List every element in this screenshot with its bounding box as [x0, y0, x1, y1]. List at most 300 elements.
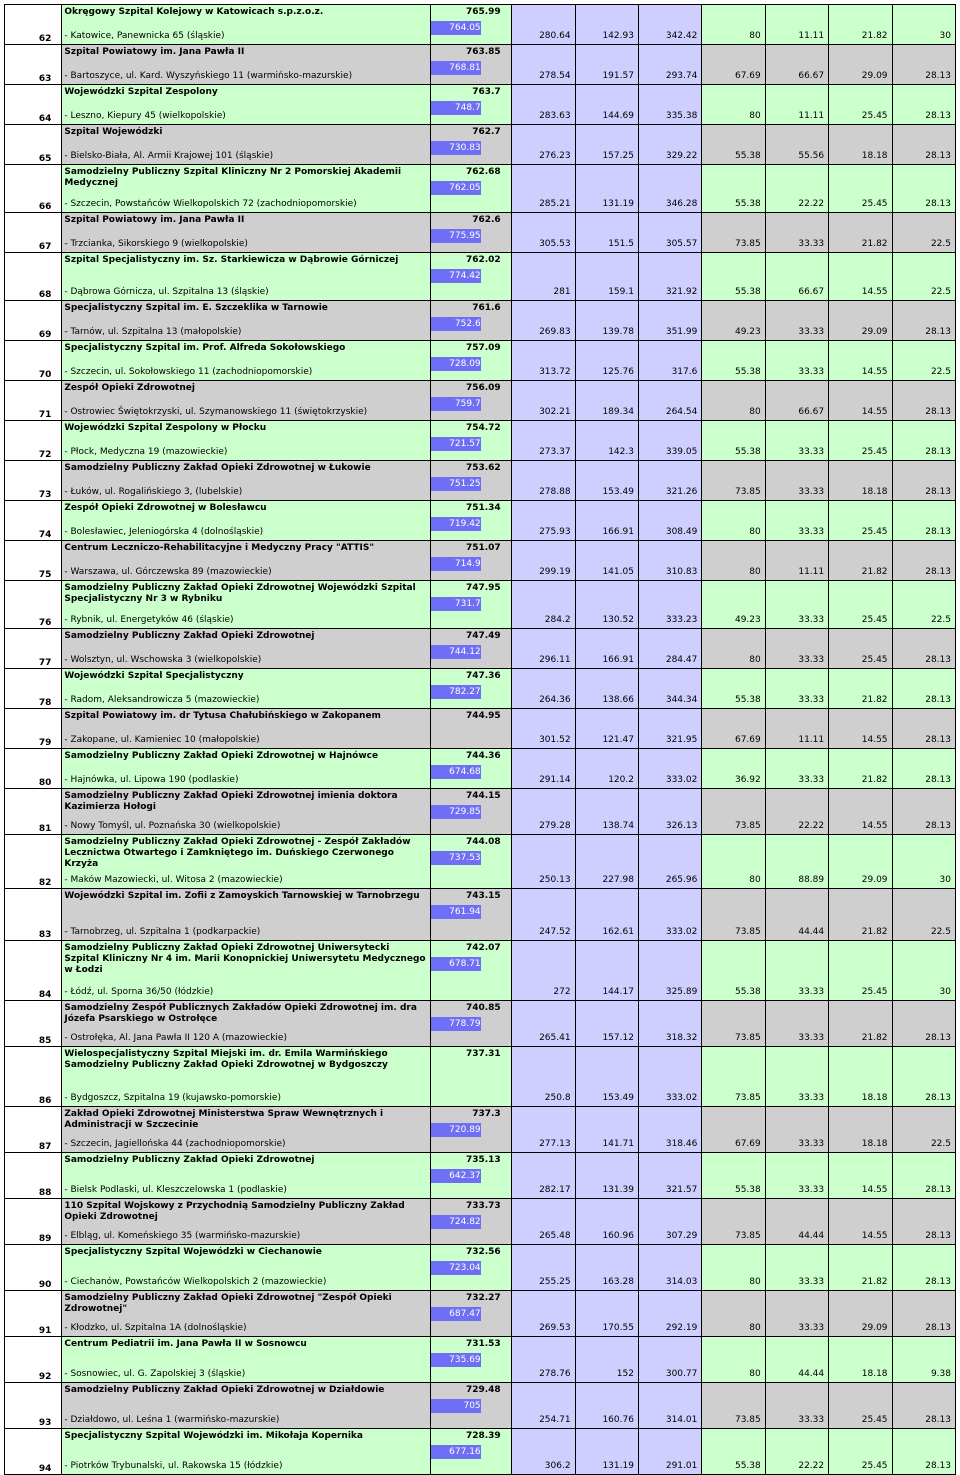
hospital-address: - Maków Mazowiecki, ul. Witosa 2 (mazowieckie)	[64, 875, 283, 885]
metric-cell-6: 18.18	[829, 1107, 892, 1153]
metric-cell-3: 291.01	[638, 1429, 701, 1475]
table-row	[5, 1291, 956, 1337]
rank-cell: 85	[5, 1001, 62, 1047]
score-current: 740.85	[465, 1003, 501, 1013]
metric-cell-1: 272	[512, 941, 575, 1001]
metric-cell-3: 344.34	[638, 669, 701, 709]
hospital-address: - Katowice, Panewnicka 65 (śląskie)	[64, 31, 225, 41]
metric-cell-1: 269.83	[512, 301, 575, 341]
table-row	[5, 501, 956, 541]
metric-cell-5: 33.33	[765, 1107, 828, 1153]
score-cell	[430, 1429, 512, 1475]
metric-cell-7: 28.13	[892, 301, 955, 341]
rank-cell: 93	[5, 1383, 62, 1429]
hospital-cell	[62, 1337, 430, 1383]
hospital-name: Samodzielny Publiczny Zakład Opieki Zdrowotnej imienia doktora Kazimierza Hołogi	[64, 791, 398, 812]
metric-cell-5: 33.33	[765, 749, 828, 789]
metric-cell-5: 44.44	[765, 1337, 828, 1383]
hospital-name: Samodzielny Publiczny Zakład Opieki Zdrowotnej	[64, 1155, 315, 1165]
hospital-name: Wielospecjalistyczny Szpital Miejski im. dr. Emila Warmińskiego Samodzielny Publiczny Zakład Opieki Zdrowotnej w Bydgoszczy	[64, 1049, 388, 1070]
score-previous: 751.25	[431, 477, 481, 491]
table-row	[5, 1199, 956, 1245]
metric-cell-6: 18.18	[829, 1337, 892, 1383]
metric-cell-7: 9.38	[892, 1337, 955, 1383]
score-current: 754.72	[465, 423, 501, 433]
metric-cell-5: 33.33	[765, 501, 828, 541]
score-cell	[430, 1153, 512, 1199]
metric-cell-1: 284.2	[512, 581, 575, 629]
table-row	[5, 629, 956, 669]
score-previous: 642.37	[431, 1169, 481, 1183]
metric-cell-2: 189.34	[575, 381, 638, 421]
score-current: 744.15	[465, 791, 501, 801]
hospital-name: Specjalistyczny Szpital Wojewódzki im. Mikołaja Kopernika	[64, 1431, 363, 1441]
metric-cell-3: 346.28	[638, 165, 701, 213]
score-previous: 752.6	[431, 317, 481, 331]
score-cell	[430, 1337, 512, 1383]
score-current: 761.6	[472, 303, 501, 313]
metric-cell-5: 33.33	[765, 1001, 828, 1047]
rank-cell: 70	[5, 341, 62, 381]
metric-cell-5: 44.44	[765, 889, 828, 941]
metric-cell-2: 191.57	[575, 45, 638, 85]
score-previous: 674.68	[431, 765, 481, 779]
metric-cell-7: 22.5	[892, 889, 955, 941]
rank-cell: 87	[5, 1107, 62, 1153]
table-row	[5, 1001, 956, 1047]
rank-cell: 64	[5, 85, 62, 125]
table-row	[5, 1429, 956, 1475]
hospital-cell	[62, 789, 430, 835]
metric-cell-4: 80	[702, 501, 765, 541]
score-previous: 737.53	[431, 851, 481, 865]
score-cell	[430, 1291, 512, 1337]
rank-cell: 74	[5, 501, 62, 541]
metric-cell-4: 36.92	[702, 749, 765, 789]
score-previous: 723.04	[431, 1261, 481, 1275]
hospital-address: - Trzcianka, Sikorskiego 9 (wielkopolskie)	[64, 239, 248, 249]
table-row	[5, 45, 956, 85]
hospital-cell	[62, 461, 430, 501]
table-row	[5, 461, 956, 501]
metric-cell-5: 22.22	[765, 165, 828, 213]
score-previous: 775.95	[431, 229, 481, 243]
hospital-address: - Bolesławiec, Jeleniogórska 4 (dolnośląskie)	[64, 527, 264, 537]
metric-cell-7: 28.13	[892, 461, 955, 501]
score-current: 744.36	[465, 751, 501, 761]
table-row	[5, 1107, 956, 1153]
metric-cell-4: 73.85	[702, 889, 765, 941]
table-row	[5, 381, 956, 421]
score-current: 744.95	[465, 711, 501, 721]
metric-cell-6: 21.82	[829, 889, 892, 941]
metric-cell-3: 307.29	[638, 1199, 701, 1245]
metric-cell-3: 318.32	[638, 1001, 701, 1047]
score-current: 735.13	[465, 1155, 501, 1165]
metric-cell-4: 80	[702, 1291, 765, 1337]
score-current: 763.85	[465, 47, 501, 57]
metric-cell-3: 308.49	[638, 501, 701, 541]
metric-cell-6: 18.18	[829, 125, 892, 165]
metric-cell-7: 28.13	[892, 1383, 955, 1429]
metric-cell-3: 335.38	[638, 85, 701, 125]
metric-cell-2: 160.96	[575, 1199, 638, 1245]
metric-cell-6: 29.09	[829, 835, 892, 889]
metric-cell-4: 55.38	[702, 1153, 765, 1199]
score-cell	[430, 1047, 512, 1107]
metric-cell-3: 264.54	[638, 381, 701, 421]
hospital-address: - Radom, Aleksandrowicza 5 (mazowieckie)	[64, 695, 260, 705]
hospital-cell	[62, 581, 430, 629]
hospital-address: - Szczecin, Jagiellońska 44 (zachodniopomorskie)	[64, 1139, 286, 1149]
score-cell	[430, 749, 512, 789]
metric-cell-1: 285.21	[512, 165, 575, 213]
metric-cell-7: 28.13	[892, 125, 955, 165]
rank-cell: 69	[5, 301, 62, 341]
metric-cell-6: 29.09	[829, 1291, 892, 1337]
score-cell	[430, 301, 512, 341]
metric-cell-4: 55.38	[702, 253, 765, 301]
metric-cell-4: 55.38	[702, 421, 765, 461]
metric-cell-5: 88.89	[765, 835, 828, 889]
metric-cell-7: 28.13	[892, 1199, 955, 1245]
metric-cell-7: 28.13	[892, 789, 955, 835]
score-previous: 762.05	[431, 181, 481, 195]
metric-cell-2: 159.1	[575, 253, 638, 301]
table-row	[5, 835, 956, 889]
score-current: 737.31	[465, 1049, 501, 1059]
score-previous: 768.81	[431, 61, 481, 75]
hospital-cell	[62, 889, 430, 941]
metric-cell-7: 22.5	[892, 1107, 955, 1153]
metric-cell-4: 67.69	[702, 709, 765, 749]
metric-cell-7: 28.13	[892, 501, 955, 541]
metric-cell-6: 25.45	[829, 629, 892, 669]
metric-cell-5: 33.33	[765, 669, 828, 709]
metric-cell-5: 33.33	[765, 341, 828, 381]
metric-cell-5: 44.44	[765, 1199, 828, 1245]
rank-cell: 65	[5, 125, 62, 165]
hospital-cell	[62, 165, 430, 213]
table-row	[5, 213, 956, 253]
hospital-cell	[62, 1047, 430, 1107]
metric-cell-7: 28.13	[892, 165, 955, 213]
score-cell	[430, 85, 512, 125]
metric-cell-3: 265.96	[638, 835, 701, 889]
metric-cell-1: 250.13	[512, 835, 575, 889]
table-row	[5, 1245, 956, 1291]
rank-cell: 82	[5, 835, 62, 889]
score-current: 762.7	[472, 127, 501, 137]
metric-cell-1: 264.36	[512, 669, 575, 709]
hospital-name: Samodzielny Publiczny Zakład Opieki Zdrowotnej w Hajnówce	[64, 751, 379, 761]
score-previous: 728.09	[431, 357, 481, 371]
hospital-name: Zespół Opieki Zdrowotnej	[64, 383, 195, 393]
metric-cell-4: 73.85	[702, 1001, 765, 1047]
metric-cell-6: 25.45	[829, 581, 892, 629]
hospital-cell	[62, 1153, 430, 1199]
hospital-address: - Sosnowiec, ul. G. Zapolskiej 3 (śląskie)	[64, 1369, 246, 1379]
metric-cell-1: 255.25	[512, 1245, 575, 1291]
rank-cell: 62	[5, 5, 62, 45]
score-previous: 730.83	[431, 141, 481, 155]
metric-cell-1: 278.54	[512, 45, 575, 85]
metric-cell-2: 144.69	[575, 85, 638, 125]
metric-cell-5: 55.56	[765, 125, 828, 165]
metric-cell-5: 33.33	[765, 421, 828, 461]
metric-cell-3: 326.13	[638, 789, 701, 835]
rank-cell: 77	[5, 629, 62, 669]
metric-cell-5: 22.22	[765, 789, 828, 835]
metric-cell-5: 11.11	[765, 85, 828, 125]
hospital-cell	[62, 1291, 430, 1337]
metric-cell-5: 33.33	[765, 941, 828, 1001]
metric-cell-4: 80	[702, 1337, 765, 1383]
hospital-address: - Bielsko-Biała, Al. Armii Krajowej 101 (śląskie)	[64, 151, 274, 161]
metric-cell-4: 80	[702, 1245, 765, 1291]
metric-cell-3: 314.01	[638, 1383, 701, 1429]
table-row	[5, 1153, 956, 1199]
table-row	[5, 165, 956, 213]
hospital-address: - Piotrków Trybunalski, ul. Rakowska 15 (łódzkie)	[64, 1461, 283, 1471]
hospital-name: Centrum Leczniczo-Rehabilitacyjne i Medyczny Pracy "ATTIS"	[64, 543, 375, 553]
hospital-name: Wojewódzki Szpital Specjalistyczny	[64, 671, 244, 681]
metric-cell-6: 14.55	[829, 1199, 892, 1245]
metric-cell-3: 292.19	[638, 1291, 701, 1337]
metric-cell-3: 329.22	[638, 125, 701, 165]
metric-cell-7: 28.13	[892, 85, 955, 125]
hospital-name: Centrum Pediatrii im. Jana Pawła II w Sosnowcu	[64, 1339, 307, 1349]
metric-cell-1: 296.11	[512, 629, 575, 669]
score-cell	[430, 941, 512, 1001]
metric-cell-1: 299.19	[512, 541, 575, 581]
hospital-cell	[62, 749, 430, 789]
metric-cell-7: 28.13	[892, 629, 955, 669]
metric-cell-7: 28.13	[892, 1291, 955, 1337]
metric-cell-1: 283.63	[512, 85, 575, 125]
metric-cell-6: 25.45	[829, 165, 892, 213]
metric-cell-7: 30	[892, 835, 955, 889]
table-row	[5, 749, 956, 789]
metric-cell-2: 138.66	[575, 669, 638, 709]
metric-cell-4: 73.85	[702, 789, 765, 835]
metric-cell-1: 291.14	[512, 749, 575, 789]
score-cell	[430, 629, 512, 669]
metric-cell-7: 28.13	[892, 1429, 955, 1475]
metric-cell-7: 28.13	[892, 541, 955, 581]
metric-cell-2: 142.3	[575, 421, 638, 461]
metric-cell-2: 151.5	[575, 213, 638, 253]
hospital-cell	[62, 381, 430, 421]
metric-cell-6: 14.55	[829, 253, 892, 301]
hospital-name: Szpital Powiatowy im. Jana Pawła II	[64, 215, 245, 225]
metric-cell-5: 33.33	[765, 213, 828, 253]
metric-cell-1: 275.93	[512, 501, 575, 541]
metric-cell-6: 14.55	[829, 341, 892, 381]
metric-cell-4: 73.85	[702, 461, 765, 501]
metric-cell-6: 25.45	[829, 1429, 892, 1475]
hospital-name: 110 Szpital Wojskowy z Przychodnią Samodzielny Publiczny Zakład Opieki Zdrowotnej	[64, 1201, 405, 1222]
score-cell	[430, 341, 512, 381]
hospital-name: Szpital Powiatowy im. Jana Pawła II	[64, 47, 245, 57]
metric-cell-4: 55.38	[702, 125, 765, 165]
score-current: 731.53	[465, 1339, 501, 1349]
hospital-cell	[62, 1107, 430, 1153]
metric-cell-6: 21.82	[829, 5, 892, 45]
rank-cell: 76	[5, 581, 62, 629]
table-row	[5, 1383, 956, 1429]
metric-cell-5: 11.11	[765, 5, 828, 45]
hospital-name: Szpital Powiatowy im. dr Tytusa Chałubińskiego w Zakopanem	[64, 711, 381, 721]
hospital-address: - Hajnówka, ul. Lipowa 190 (podlaskie)	[64, 775, 239, 785]
table-row	[5, 669, 956, 709]
hospital-cell	[62, 629, 430, 669]
rank-cell: 78	[5, 669, 62, 709]
metric-cell-1: 301.52	[512, 709, 575, 749]
metric-cell-1: 277.13	[512, 1107, 575, 1153]
metric-cell-1: 265.48	[512, 1199, 575, 1245]
rank-cell: 63	[5, 45, 62, 85]
metric-cell-6: 14.55	[829, 381, 892, 421]
hospital-cell	[62, 421, 430, 461]
metric-cell-3: 284.47	[638, 629, 701, 669]
hospital-address: - Ciechanów, Powstańców Wielkopolskich 2 (mazowieckie)	[64, 1277, 327, 1287]
score-current: 762.02	[465, 255, 501, 265]
metric-cell-2: 131.19	[575, 1429, 638, 1475]
hospital-cell	[62, 341, 430, 381]
rank-cell: 92	[5, 1337, 62, 1383]
score-cell	[430, 165, 512, 213]
hospital-name: Samodzielny Publiczny Zakład Opieki Zdrowotnej Wojewódzki Szpital Specjalistyczny Nr 3 w Rybniku	[64, 583, 416, 604]
score-previous: 677.16	[431, 1445, 481, 1459]
metric-cell-2: 125.76	[575, 341, 638, 381]
score-previous: 782.27	[431, 685, 481, 699]
hospital-address: - Nowy Tomyśl, ul. Poznańska 30 (wielkopolskie)	[64, 821, 281, 831]
metric-cell-5: 66.67	[765, 45, 828, 85]
table-row	[5, 941, 956, 1001]
hospital-cell	[62, 1245, 430, 1291]
metric-cell-1: 247.52	[512, 889, 575, 941]
metric-cell-2: 144.17	[575, 941, 638, 1001]
metric-cell-5: 11.11	[765, 709, 828, 749]
score-cell	[430, 461, 512, 501]
hospital-cell	[62, 709, 430, 749]
score-previous: 778.79	[431, 1017, 481, 1031]
score-cell	[430, 709, 512, 749]
metric-cell-7: 22.5	[892, 341, 955, 381]
metric-cell-5: 33.33	[765, 1383, 828, 1429]
hospital-name: Specjalistyczny Szpital Wojewódzki w Ciechanowie	[64, 1247, 322, 1257]
rank-cell: 72	[5, 421, 62, 461]
table-row	[5, 125, 956, 165]
score-previous: 714.9	[431, 557, 481, 571]
metric-cell-7: 28.13	[892, 1047, 955, 1107]
metric-cell-2: 153.49	[575, 1047, 638, 1107]
rank-cell: 94	[5, 1429, 62, 1475]
metric-cell-5: 33.33	[765, 461, 828, 501]
hospital-address: - Dąbrowa Górnicza, ul. Szpitalna 13 (śląskie)	[64, 287, 269, 297]
metric-cell-4: 55.38	[702, 941, 765, 1001]
metric-cell-4: 55.38	[702, 341, 765, 381]
metric-cell-3: 305.57	[638, 213, 701, 253]
hospital-address: - Łódź, ul. Sporna 36/50 (łódzkie)	[64, 987, 214, 997]
table-row	[5, 5, 956, 45]
score-current: 756.09	[465, 383, 501, 393]
hospital-name: Samodzielny Publiczny Szpital Kliniczny Nr 2 Pomorskiej Akademii Medycznej	[64, 167, 402, 188]
metric-cell-4: 80	[702, 629, 765, 669]
hospital-name: Samodzielny Publiczny Zakład Opieki Zdrowotnej "Zespół Opieki Zdrowotnej"	[64, 1293, 392, 1314]
table-row	[5, 581, 956, 629]
score-cell	[430, 45, 512, 85]
hospital-cell	[62, 835, 430, 889]
score-cell	[430, 889, 512, 941]
score-current: 728.39	[465, 1431, 501, 1441]
hospital-name: Specjalistyczny Szpital im. Prof. Alfreda Sokołowskiego	[64, 343, 346, 353]
rank-cell: 84	[5, 941, 62, 1001]
metric-cell-2: 227.98	[575, 835, 638, 889]
metric-cell-7: 28.13	[892, 1153, 955, 1199]
hospital-address: - Szczecin, ul. Sokołowskiego 11 (zachodniopomorskie)	[64, 367, 313, 377]
score-previous: 678.71	[431, 957, 481, 971]
score-previous: 720.89	[431, 1123, 481, 1137]
score-cell	[430, 381, 512, 421]
hospital-address: - Tarnobrzeg, ul. Szpitalna 1 (podkarpackie)	[64, 927, 261, 937]
metric-cell-2: 138.74	[575, 789, 638, 835]
hospital-name: Zespół Opieki Zdrowotnej w Bolesławcu	[64, 503, 267, 513]
hospital-name: Okręgowy Szpital Kolejowy w Katowicach s.p.z.o.z.	[64, 7, 324, 17]
score-cell	[430, 421, 512, 461]
metric-cell-2: 166.91	[575, 501, 638, 541]
rank-cell: 89	[5, 1199, 62, 1245]
metric-cell-2: 166.91	[575, 629, 638, 669]
metric-cell-6: 14.55	[829, 789, 892, 835]
hospital-address: - Szczecin, Powstańców Wielkopolskich 72 (zachodniopomorskie)	[64, 199, 357, 209]
score-current: 747.49	[465, 631, 501, 641]
score-previous: 719.42	[431, 517, 481, 531]
score-previous: 774.42	[431, 269, 481, 283]
metric-cell-1: 281	[512, 253, 575, 301]
score-cell	[430, 213, 512, 253]
score-current: 733.73	[465, 1201, 501, 1211]
metric-cell-1: 250.8	[512, 1047, 575, 1107]
hospital-cell	[62, 541, 430, 581]
hospital-name: Wojewódzki Szpital Zespolony w Płocku	[64, 423, 267, 433]
rank-cell: 90	[5, 1245, 62, 1291]
hospital-address: - Warszawa, ul. Górczewska 89 (mazowieckie)	[64, 567, 272, 577]
metric-cell-5: 33.33	[765, 1153, 828, 1199]
score-current: 763.7	[472, 87, 501, 97]
rank-cell: 68	[5, 253, 62, 301]
hospital-address: - Kłodzko, ul. Szpitalna 1A (dolnośląskie)	[64, 1323, 247, 1333]
score-current: 762.6	[472, 215, 501, 225]
metric-cell-5: 11.11	[765, 541, 828, 581]
hospital-cell	[62, 5, 430, 45]
metric-cell-1: 280.64	[512, 5, 575, 45]
score-cell	[430, 1383, 512, 1429]
score-current: 729.48	[465, 1385, 501, 1395]
rank-cell: 86	[5, 1047, 62, 1107]
metric-cell-3: 321.57	[638, 1153, 701, 1199]
metric-cell-3: 333.23	[638, 581, 701, 629]
rank-cell: 80	[5, 749, 62, 789]
metric-cell-3: 333.02	[638, 889, 701, 941]
hospital-address: - Działdowo, ul. Leśna 1 (warmińsko-mazurskie)	[64, 1415, 280, 1425]
score-previous: 764.05	[431, 21, 481, 35]
hospital-name: Samodzielny Zespół Publicznych Zakładów Opieki Zdrowotnej im. dra Józefa Psarskiego w Ostrołęce	[64, 1003, 417, 1024]
metric-cell-1: 278.88	[512, 461, 575, 501]
metric-cell-4: 80	[702, 541, 765, 581]
metric-cell-6: 21.82	[829, 1001, 892, 1047]
